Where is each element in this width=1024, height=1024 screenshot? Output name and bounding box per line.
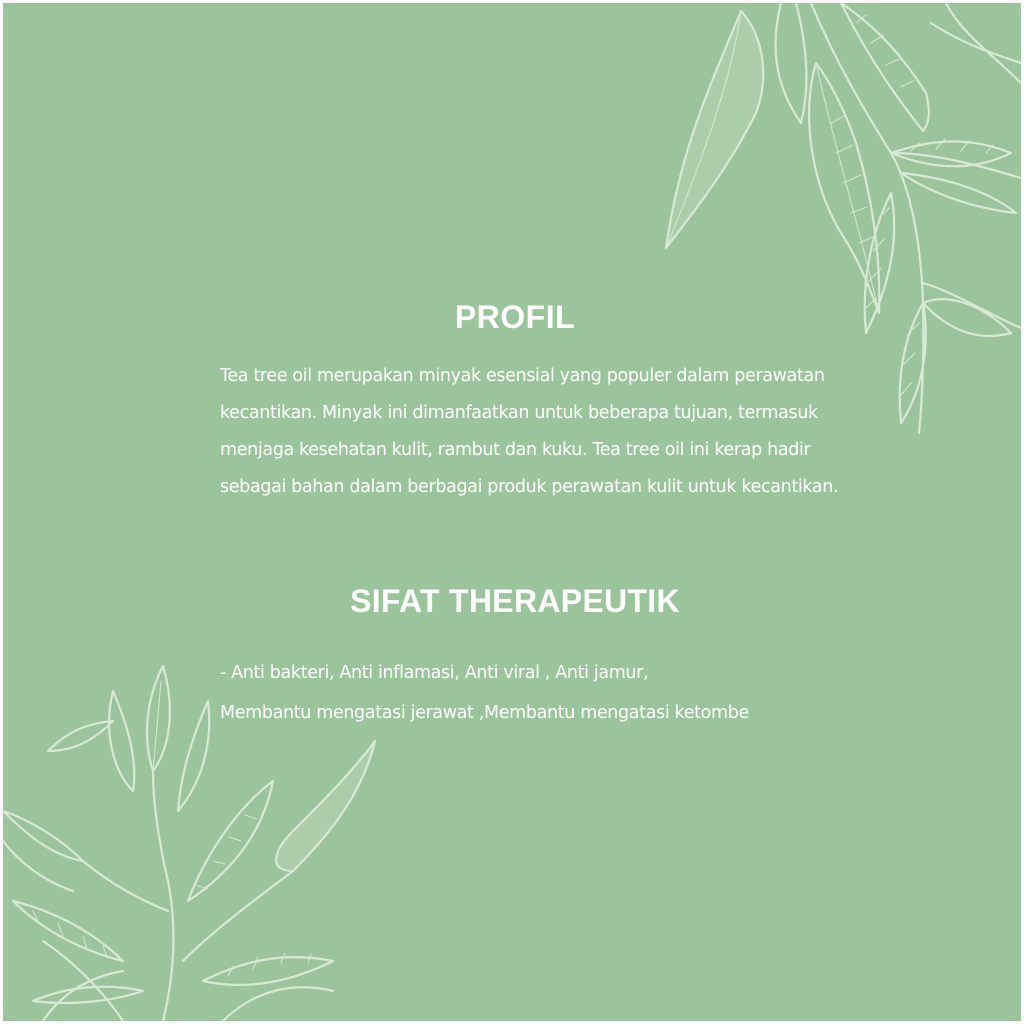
sifat-line: - Anti bakteri, Anti inflamasi, Anti viral , Anti jamur, [220,663,649,683]
sifat-therapeutik-heading: SIFAT THERAPEUTIK [350,583,680,619]
sifat-line: Membantu mengatasi jerawat ,Membantu mengatasi ketombe [220,703,749,723]
profil-paragraph [220,358,860,506]
profil-heading: PROFIL [454,299,576,335]
profil-line: Tea tree oil merupakan minyak esensial yang populer dalam perawatan [220,366,825,386]
profil-line: menjaga kesehatan kulit, rambut dan kuku. Tea tree oil ini kerap hadir [220,440,811,460]
profil-line: sebagai bahan dalam berbagai produk perawatan kulit untuk kecantikan. [220,477,839,497]
profil-line: kecantikan. Minyak ini dimanfaatkan untuk beberapa tujuan, termasuk [220,403,818,423]
sifat-therapeutik-list [220,653,860,733]
